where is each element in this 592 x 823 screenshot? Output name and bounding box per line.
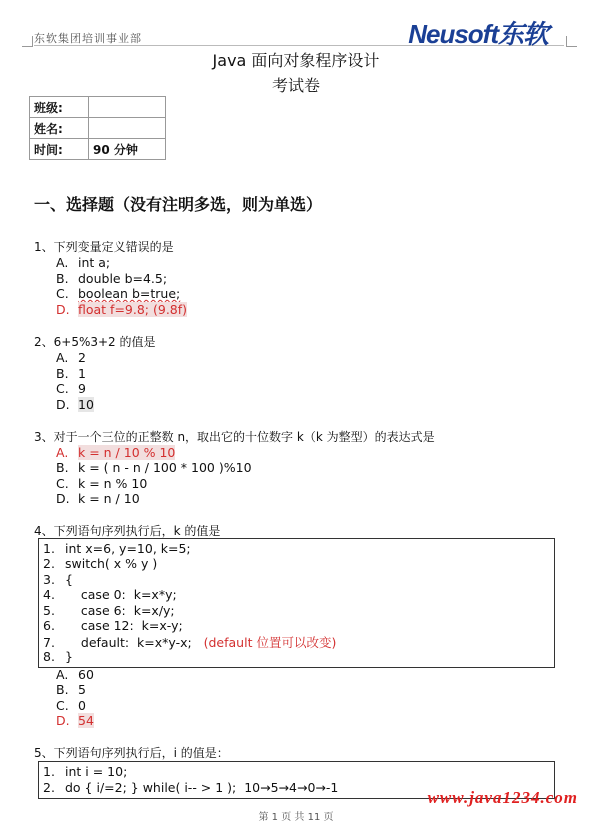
option-label: A. [56,445,69,460]
option-label: B. [56,682,69,697]
code-line [43,603,175,618]
time-label: 时间: [30,139,89,160]
name-label: 姓名: [30,118,89,139]
q1-option-b [56,271,167,286]
q2-option-a [56,350,86,365]
q1-option-d-answer [56,302,187,317]
option-text: k = n / 10 [78,491,140,506]
section-heading: 一、选择题（没有注明多选，则为单选） [34,195,323,214]
code-line [43,587,177,602]
code-note: (default 位置可以改变) [203,635,337,650]
header-org: 东软集团培训事业部 [34,32,142,45]
code-line [43,541,191,556]
option-text: 2 [78,350,86,365]
option-text: int a; [78,255,111,270]
option-text: 0 [78,698,86,713]
line-number: 1. [43,541,55,556]
option-text: 54 [78,713,94,728]
q3-option-a-answer [56,445,175,460]
line-number: 5. [43,603,55,618]
code-line [43,633,336,651]
question-5: 5、下列语句序列执行后，i 的值是： [34,746,229,760]
code-line [43,764,127,779]
q3-option-b [56,460,252,475]
line-number: 1. [43,764,55,779]
watermark: www.java1234.com [427,788,578,807]
question-3: 3、对于一个三位的正整数 n，取出它的十位数字 k（k 为整型）的表达式是 [34,430,435,444]
line-number: 2. [43,780,55,795]
code-line [43,649,73,664]
option-label: A. [56,350,69,365]
q2-option-c [56,381,86,396]
corner-mark-top-right [566,36,577,47]
code-text: switch( x % y ) [65,556,158,571]
line-number: 4. [43,587,55,602]
code-text: int x=6, y=10, k=5; [65,541,191,556]
q4-option-c [56,698,86,713]
option-text: float f=9.8; (9.8f) [78,302,188,317]
option-text: boolean b=true; [78,286,181,301]
q2-option-d-answer [56,397,94,412]
option-label: B. [56,366,69,381]
class-value [89,97,166,118]
info-row-name [30,118,166,139]
code-line [43,572,73,587]
question-4: 4、下列语句序列执行后，k 的值是 [34,524,221,538]
option-text: 10 [78,397,94,412]
option-text: 9 [78,381,86,396]
option-text: 60 [78,667,94,682]
code-line [43,618,183,633]
q3-option-d [56,491,140,506]
q4-option-a [56,667,94,682]
code-text: } [65,649,73,664]
line-number: 2. [43,556,55,571]
q1-option-a [56,255,110,270]
option-text: 5 [78,682,86,697]
info-table [29,96,166,160]
q4-code-block [38,538,555,668]
q3-option-c [56,476,147,491]
option-label: D. [56,397,70,412]
line-number: 8. [43,649,55,664]
line-number: 6. [43,618,55,633]
code-line [43,780,338,795]
q4-option-b [56,682,86,697]
option-text: double b=4.5; [78,271,168,286]
option-label: D. [56,302,70,317]
q4-option-d-answer [56,713,94,728]
option-label: B. [56,271,69,286]
code-text: { [65,572,73,587]
option-label: B. [56,460,69,475]
option-text: k = n % 10 [78,476,148,491]
option-text: 1 [78,366,86,381]
code-text: case 12: k=x-y; [65,618,183,633]
question-2: 2、6+5%3+2 的值是 [34,335,156,349]
option-label: A. [56,667,69,682]
class-label: 班级: [30,97,89,118]
time-value: 90 分钟 [89,139,166,160]
code-text: case 0: k=x*y; [65,587,177,602]
info-row-time [30,139,166,160]
option-label: C. [56,698,69,713]
name-value [89,118,166,139]
corner-mark-top-left [22,36,33,47]
code-note: 10→5→4→0→-1 [244,780,339,795]
code-line [43,556,157,571]
option-label: C. [56,381,69,396]
page-footer: 第 1 页 共 11 页 [258,812,334,823]
code-text: default: k=x*y-x; [65,635,192,650]
q2-option-b [56,366,86,381]
option-text: k = n / 10 % 10 [78,445,176,460]
neusoft-logo: Neusoft东软 [408,19,548,49]
option-label: A. [56,255,69,270]
option-label: C. [56,286,69,301]
question-1: 1、下列变量定义错误的是 [34,240,174,254]
option-label: D. [56,713,70,728]
line-number: 7. [43,635,55,650]
page-subtitle: 考试卷 [271,76,320,95]
option-label: C. [56,476,69,491]
line-number: 3. [43,572,55,587]
q1-option-c [56,286,180,301]
page-title: Java 面向对象程序设计 [212,51,380,70]
code-text: case 6: k=x/y; [65,603,175,618]
info-row-class [30,97,166,118]
code-text: int i = 10; [65,764,128,779]
code-text: do { i/=2; } while( i-- > 1 ); [65,780,237,795]
option-label: D. [56,491,70,506]
option-text: k = ( n - n / 100 * 100 )%10 [78,460,252,475]
